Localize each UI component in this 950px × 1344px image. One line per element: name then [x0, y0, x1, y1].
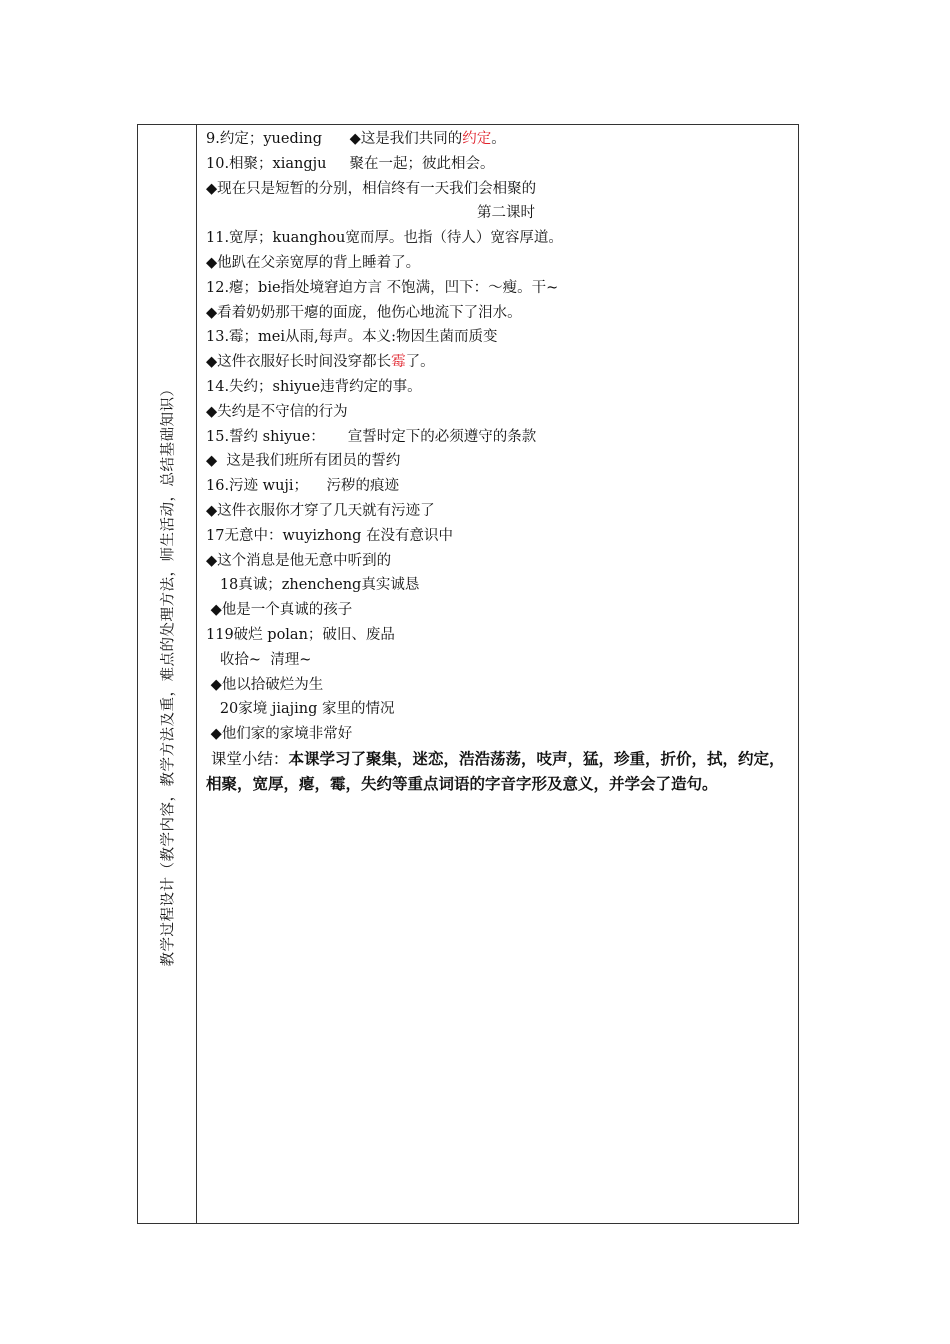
content-line	[206, 623, 796, 648]
line-text: ◆这个消息是他无意中听到的	[206, 552, 392, 569]
class-summary	[206, 747, 796, 797]
line-text: 第二课时	[477, 205, 535, 222]
line-text: ◆他以拾破烂为生	[206, 676, 324, 693]
content-line	[206, 226, 796, 251]
line-text: 18真诚；zhencheng真实诚恳	[206, 577, 420, 594]
content-line	[206, 251, 796, 276]
content-line	[206, 598, 796, 623]
content-line	[206, 722, 796, 747]
content-line	[206, 474, 796, 499]
line-text: 15.誓约 shiyue： 宣誓时定下的必须遵守的条款	[206, 428, 537, 445]
line-text: 16.污迹 wuji； 污秽的痕迹	[206, 478, 399, 495]
line-text: 13.霉；mei从雨,每声。本义:物因生菌而质变	[206, 329, 498, 346]
line-text: 12.瘪；bie指处境窘迫方言 不饱满，凹下：～瘦。干~	[206, 279, 559, 296]
content-line	[206, 325, 796, 350]
content-line	[206, 177, 796, 202]
content-line	[206, 425, 796, 450]
content-line	[206, 152, 796, 177]
content-line	[206, 573, 796, 598]
line-text: ◆失约是不守信的行为	[206, 403, 348, 420]
content-line	[206, 276, 796, 301]
line-text: 14.失约；shiyue违背约定的事。	[206, 378, 422, 395]
line-text-tail: 。	[491, 131, 506, 147]
content-line	[206, 350, 796, 375]
highlighted-word: 霉	[391, 354, 406, 371]
line-text: 17无意中：wuyizhong 在没有意识中	[206, 527, 453, 544]
line-text-tail: 了。	[405, 354, 435, 371]
line-text: ◆这件衣服你才穿了几天就有污迹了	[206, 502, 435, 519]
content-line	[206, 697, 796, 722]
line-text: 9.约定；yueding ◆这是我们共同的	[206, 131, 463, 147]
line-text: 20家境 jiajing 家里的情况	[206, 701, 395, 718]
lesson-table	[137, 124, 799, 1224]
line-text: 119破烂 polan；破旧、废品	[206, 626, 395, 643]
content-line	[206, 301, 796, 326]
summary-text: 本课学习了聚集，迷恋，浩浩荡荡，吱声，猛，珍重，折价，拭，约定，相聚，宽厚，瘪，霉，失约等重点词语的字音字形及意义，并学会了造句。	[206, 748, 785, 793]
content-line	[206, 400, 796, 425]
highlighted-word: 约定	[462, 131, 492, 147]
content-line	[206, 127, 796, 152]
line-text: ◆ 这是我们班所有团员的誓约	[206, 453, 401, 470]
line-text: ◆看着奶奶那干瘪的面庞，他伤心地流下了泪水。	[206, 304, 522, 321]
content-line	[206, 499, 796, 524]
content-line	[206, 375, 796, 400]
lesson-content	[206, 127, 796, 797]
line-text: ◆现在只是短暂的分别，相信终有一天我们会相聚的	[206, 180, 537, 197]
content-line	[206, 201, 796, 226]
line-text: 11.宽厚；kuanghou宽而厚。也指（待人）宽容厚道。	[206, 230, 563, 247]
line-text: ◆他趴在父亲宽厚的背上睡着了。	[206, 254, 421, 271]
content-line	[206, 673, 796, 698]
summary-label: 课堂小结：	[206, 749, 289, 768]
line-text: ◆这件衣服好长时间没穿都长	[206, 354, 392, 371]
side-label-cell	[138, 125, 197, 1223]
content-line	[206, 549, 796, 574]
line-text: ◆他是一个真诚的孩子	[206, 602, 353, 619]
line-text: 10.相聚；xiangju 聚在一起；彼此相会。	[206, 155, 495, 172]
content-line	[206, 648, 796, 673]
line-text: ◆他们家的家境非常好	[206, 726, 353, 743]
line-text: 收拾~ 清理~	[206, 651, 312, 668]
content-line	[206, 524, 796, 549]
side-label: 教学过程设计（教学内容，教学方法及重，难点的处理方法，师生活动，总结基础知识）	[160, 381, 177, 967]
content-line	[206, 449, 796, 474]
